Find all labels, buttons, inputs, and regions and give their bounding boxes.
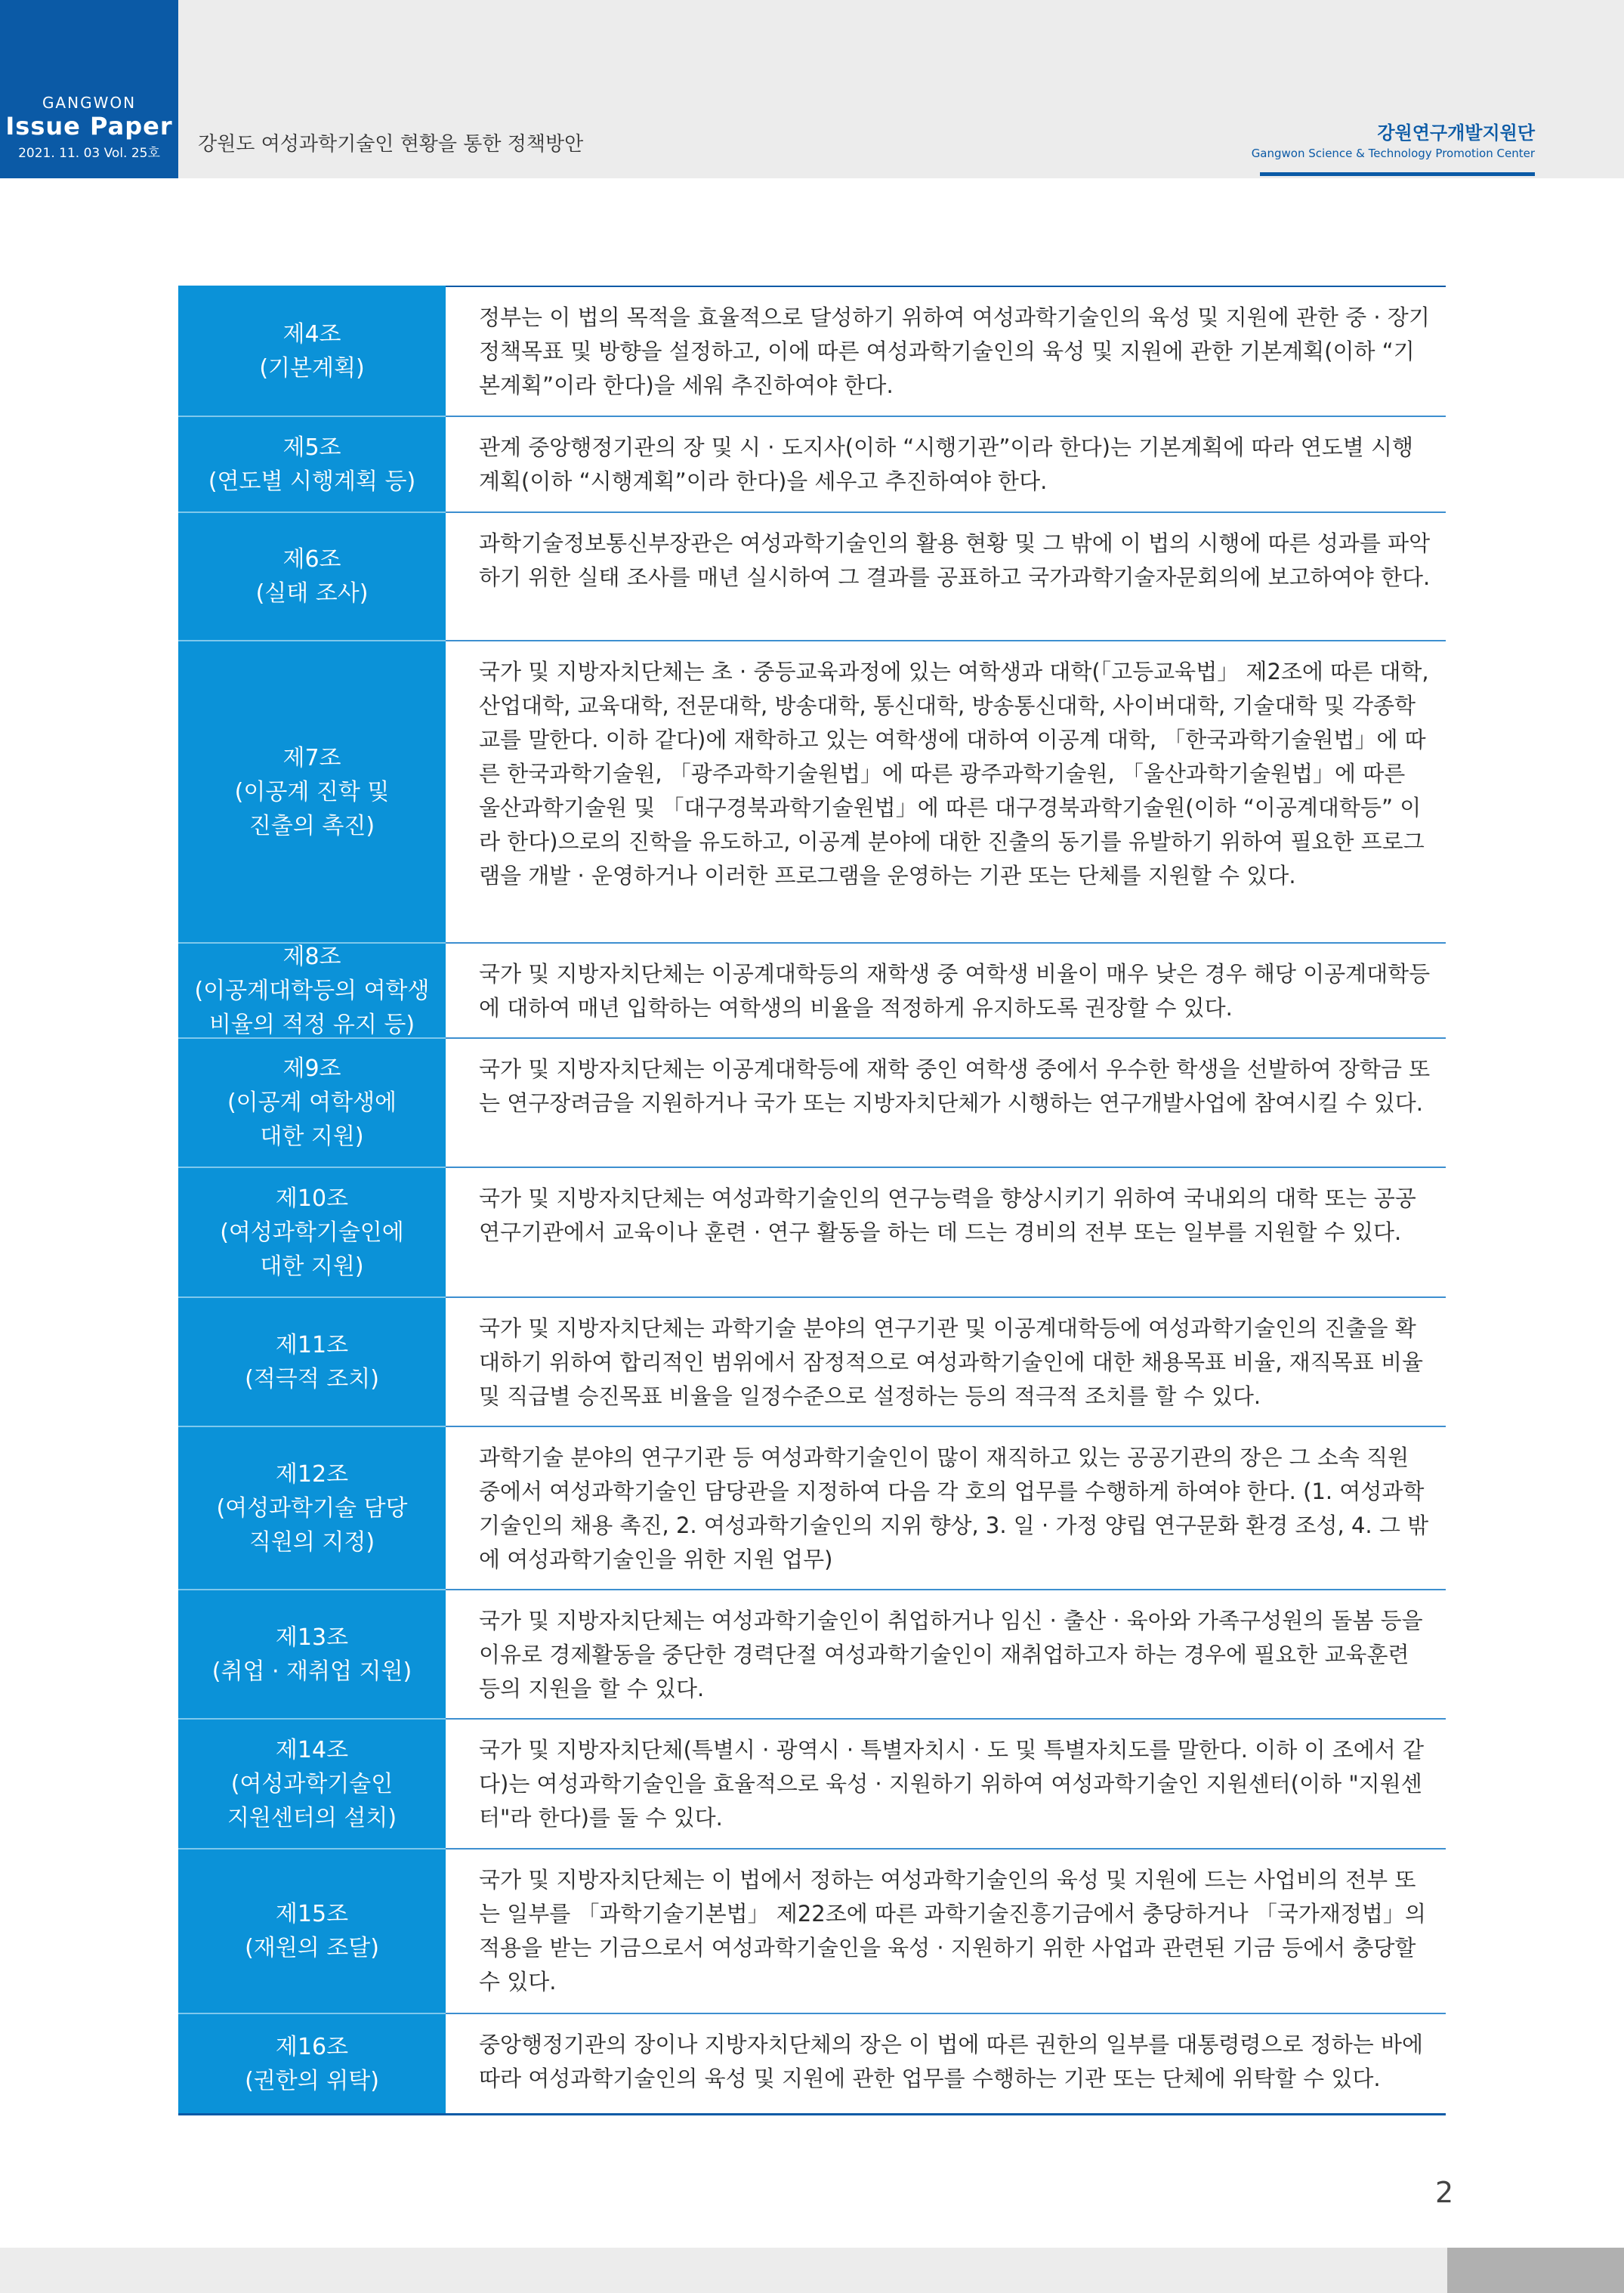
article-number: 제15조 — [275, 1901, 349, 1927]
organization-name: 강원연구개발지원단 — [1377, 122, 1535, 144]
article-cell — [178, 1426, 446, 1589]
table-row — [178, 1296, 1446, 1426]
brand-main-text: Issue Paper — [5, 112, 173, 141]
table-row — [178, 1848, 1446, 2013]
article-cell — [178, 286, 446, 416]
article-title: (적극적 조치) — [245, 1365, 379, 1392]
article-description: 국가 및 지방자치단체(특별시 · 광역시 · 특별자치시 · 도 및 특별자치도를 말한다. 이하 이 조에서 같다)는 여성과학기술인을 효율적으로 육성 · 지원하기 위하여 여성과학기술인 지원센터(이하 "지원센터"라 한다)를 둘 수 있다. — [446, 1718, 1446, 1848]
table-row — [178, 416, 1446, 511]
footer-accent-block — [1447, 2248, 1624, 2293]
document-title: 강원도 여성과학기술인 현황을 통한 정책방안 — [198, 133, 584, 156]
article-number: 제6조 — [283, 546, 341, 573]
article-description: 국가 및 지방자치단체는 여성과학기술인의 연구능력을 향상시키기 위하여 국내외의 대학 또는 공공연구기관에서 교육이나 훈련 · 연구 활동을 하는 데 드는 경비의 전부 또는 일부를 지원할 수 있다. — [446, 1167, 1446, 1296]
page-number: 2 — [1435, 2176, 1454, 2209]
article-cell — [178, 1296, 446, 1426]
article-title-line2: 대한 지원) — [260, 1123, 364, 1150]
article-title-line2: 비율의 적정 유지 등) — [208, 1011, 415, 1038]
table-row — [178, 1589, 1446, 1718]
article-description: 과학기술 분야의 연구기관 등 여성과학기술인이 많이 재직하고 있는 공공기관의 장은 그 소속 직원 중에서 여성과학기술인 담당관을 지정하여 다음 각 호의 업무를 수행하게 하여야 한다. (1. 여성과학기술인의 채용 촉진, 2. 여성과학기술인의 지위 향상, 3. 일 · 가정 양립 연구문화 환경 조성, 4. 그 밖에 여성과학기술인을 위한 지원 업무) — [446, 1426, 1446, 1589]
article-title-line2: 대한 지원) — [260, 1253, 364, 1280]
footer-bar — [0, 2248, 1447, 2293]
organization-name-en: Gangwon Science & Technology Promotion Center — [1251, 147, 1535, 160]
article-title-line2: 직원의 지정) — [249, 1528, 375, 1556]
article-title: (권한의 위탁) — [245, 2067, 379, 2094]
article-cell — [178, 1589, 446, 1718]
article-number: 제13조 — [275, 1624, 349, 1651]
article-cell — [178, 640, 446, 942]
article-title: (실태 조사) — [255, 580, 369, 607]
article-description: 관계 중앙행정기관의 장 및 시 · 도지사(이하 “시행기관”이라 한다)는 기본계획에 따라 연도별 시행계획(이하 “시행계획”이라 한다)을 세우고 추진하여야 한다. — [446, 416, 1446, 511]
article-title: (기본계획) — [259, 355, 365, 382]
table-row — [178, 286, 1446, 416]
article-description: 국가 및 지방자치단체는 이 법에서 정하는 여성과학기술인의 육성 및 지원에 드는 사업비의 전부 또는 일부를 「과학기술기본법」 제22조에 따른 과학기술진흥기금에서 충당하거나 「국가재정법」의 적용을 받는 기금으로서 여성과학기술인을 육성 · 지원하기 위한 사업과 관련된 기금 등에서 충당할 수 있다. — [446, 1848, 1446, 2013]
table-row — [178, 1167, 1446, 1296]
article-title: (재원의 조달) — [245, 1935, 379, 1961]
article-cell — [178, 2013, 446, 2113]
article-title: (연도별 시행계획 등) — [208, 468, 416, 495]
table-row — [178, 942, 1446, 1037]
article-title: (여성과학기술인 — [230, 1770, 394, 1797]
article-number: 제11조 — [275, 1331, 349, 1358]
article-cell — [178, 1718, 446, 1848]
article-title: (이공계 여학생에 — [227, 1089, 397, 1116]
article-description: 국가 및 지방자치단체는 과학기술 분야의 연구기관 및 이공계대학등에 여성과학기술인의 진출을 확대하기 위하여 합리적인 범위에서 잠정적으로 여성과학기술인에 대한 채용목표 비율, 재직목표 비율 및 직급별 승진목표 비율을 일정수준으로 설정하는 등의 적극적 조치를 할 수 있다. — [446, 1296, 1446, 1426]
article-cell — [178, 1167, 446, 1296]
article-number: 제5조 — [283, 434, 341, 461]
article-number: 제16조 — [275, 2033, 349, 2060]
table-row — [178, 1037, 1446, 1167]
article-title: (이공계 진학 및 — [234, 778, 390, 805]
article-description: 국가 및 지방자치단체는 초 · 중등교육과정에 있는 여학생과 대학(「고등교육법」 제2조에 따른 대학, 산업대학, 교육대학, 전문대학, 방송대학, 통신대학, 방송통신대학, 사이버대학, 기술대학 및 각종학교를 말한다. 이하 같다)에 재학하고 있는 여학생에 대하여 이공계 대학, 「한국과학기술원법」에 따른 한국과학기술원, 「광주과학기술원법」에 따른 광주과학기술원, 「울산과학기술원법」에 따른 울산과학기술원 및 「대구경북과학기술원법」에 따른 대구경북과학기술원(이하 “이공계대학등” 이라 한다)으로의 진학을 유도하고, 이공계 분야에 대한 진출의 동기를 유발하기 위하여 필요한 프로그램을 개발 · 운영하거나 이러한 프로그램을 운영하는 기관 또는 단체를 지원할 수 있다. — [446, 640, 1446, 942]
table-row — [178, 1718, 1446, 1848]
article-cell — [178, 511, 446, 640]
article-number: 제7조 — [283, 744, 341, 771]
article-number: 제4조 — [283, 321, 341, 348]
brand-logo — [0, 0, 178, 178]
article-number: 제9조 — [283, 1055, 341, 1082]
article-cell — [178, 1037, 446, 1167]
article-title: (여성과학기술인에 — [220, 1219, 404, 1246]
table-row — [178, 1426, 1446, 1589]
law-articles-table — [178, 286, 1446, 2115]
brand-top-text: GANGWON — [42, 94, 137, 112]
article-description: 국가 및 지방자치단체는 여성과학기술인이 취업하거나 임신 · 출산 · 육아와 가족구성원의 돌봄 등을 이유로 경제활동을 중단한 경력단절 여성과학기술인이 재취업하고자 하는 경우에 필요한 교육훈련 등의 지원을 할 수 있다. — [446, 1589, 1446, 1718]
article-number: 제12조 — [275, 1460, 349, 1488]
article-number: 제14조 — [275, 1736, 349, 1763]
table-row — [178, 640, 1446, 942]
header-divider — [1260, 172, 1535, 176]
article-title: (취업 · 재취업 지원) — [211, 1658, 412, 1685]
article-description: 중앙행정기관의 장이나 지방자치단체의 장은 이 법에 따른 권한의 일부를 대통령령으로 정하는 바에 따라 여성과학기술인의 육성 및 지원에 관한 업무를 수행하는 기관 또는 단체에 위탁할 수 있다. — [446, 2013, 1446, 2113]
article-number: 제10조 — [275, 1185, 349, 1212]
article-cell — [178, 942, 446, 1037]
article-description: 국가 및 지방자치단체는 이공계대학등의 재학생 중 여학생 비율이 매우 낮은 경우 해당 이공계대학등에 대하여 매년 입학하는 여학생의 비율을 적정하게 유지하도록 권장할 수 있다. — [446, 942, 1446, 1037]
article-cell — [178, 416, 446, 511]
article-title-line2: 지원센터의 설치) — [227, 1804, 397, 1831]
table-row — [178, 2013, 1446, 2113]
article-title: (여성과학기술 담당 — [216, 1494, 408, 1522]
table-row — [178, 511, 1446, 640]
article-description: 과학기술정보통신부장관은 여성과학기술인의 활용 현황 및 그 밖에 이 법의 시행에 따른 성과를 파악하기 위한 실태 조사를 매년 실시하여 그 결과를 공표하고 국가과학기술자문회의에 보고하여야 한다. — [446, 511, 1446, 640]
article-title: (이공계대학등의 여학생 — [194, 977, 430, 1004]
article-number: 제8조 — [283, 943, 341, 970]
article-title-line2: 진출의 촉진) — [249, 812, 375, 839]
article-description: 정부는 이 법의 목적을 효율적으로 달성하기 위하여 여성과학기술인의 육성 및 지원에 관한 중 · 장기 정책목표 및 방향을 설정하고, 이에 따른 여성과학기술인의 육성 및 지원에 관한 기본계획(이하 “기본계획”이라 한다)을 세워 추진하여야 한다. — [446, 286, 1446, 416]
issue-date: 2021. 11. 03 Vol. 25호 — [18, 146, 160, 161]
article-cell — [178, 1848, 446, 2013]
article-description: 국가 및 지방자치단체는 이공계대학등에 재학 중인 여학생 중에서 우수한 학생을 선발하여 장학금 또는 연구장려금을 지원하거나 국가 또는 지방자치단체가 시행하는 연구개발사업에 참여시킬 수 있다. — [446, 1037, 1446, 1167]
